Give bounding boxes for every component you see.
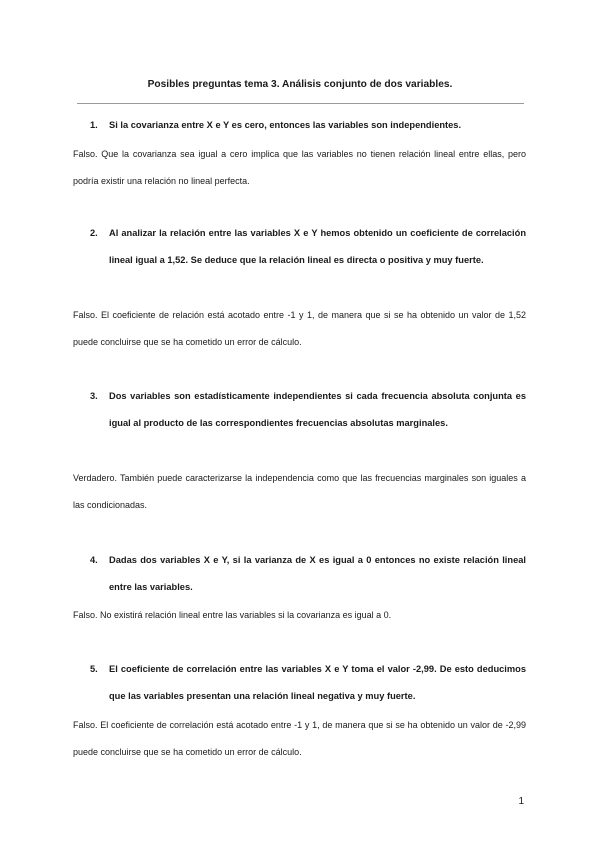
question-text: Dos variables son estadísticamente independientes si cada frecuencia absoluta conjunta es igual al producto de las correspondientes frecuencias absolutas marginales. [109,391,526,428]
answer-2: Falso. El coeficiente de relación está acotado entre -1 y 1, de manera que si se ha obtenido un valor de 1,52 puede concluirse que se ha cometido un error de cálculo. [73,310,526,347]
question-number: 1. [90,120,98,130]
question-number: 4. [90,555,98,565]
question-2 [90,220,526,274]
answer-5: Falso. El coeficiente de correlación está acotado entre -1 y 1, de manera que si se ha obtenido un valor de -2,99 puede concluirse que se ha cometido un error de cálculo. [73,720,526,757]
answer-1: Falso. Que la covarianza sea igual a cero implica que las variables no tienen relación lineal entre ellas, pero podría existir una relación no lineal perfecta. [73,149,526,186]
page-title: Posibles preguntas tema 3. Análisis conjunto de dos variables. [147,79,453,90]
question-1 [90,112,526,139]
question-text: El coeficiente de correlación entre las variables X e Y toma el valor -2,99. De esto deducimos que las variables presentan una relación lineal negativa y muy fuerte. [109,664,526,701]
title-divider [77,103,524,104]
answer-4: Falso. No existirá relación lineal entre las variables si la covarianza es igual a 0. [73,610,392,620]
question-number: 5. [90,664,98,674]
page-number: 1 [518,796,524,807]
question-4 [90,547,526,601]
question-5 [90,656,526,710]
answer-3: Verdadero. También puede caracterizarse la independencia como que las frecuencias marginales son iguales a las condicionadas. [73,473,526,510]
question-number: 3. [90,391,98,401]
question-text: Al analizar la relación entre las variables X e Y hemos obtenido un coeficiente de correlación lineal igual a 1,52. Se deduce que la relación lineal es directa o positiva y muy fuerte. [109,228,526,265]
question-3 [90,383,526,437]
question-text: Si la covarianza entre X e Y es cero, entonces las variables son independientes. [109,120,462,130]
question-text: Dadas dos variables X e Y, si la varianza de X es igual a 0 entonces no existe relación lineal entre las variables. [109,555,526,592]
question-number: 2. [90,228,98,238]
